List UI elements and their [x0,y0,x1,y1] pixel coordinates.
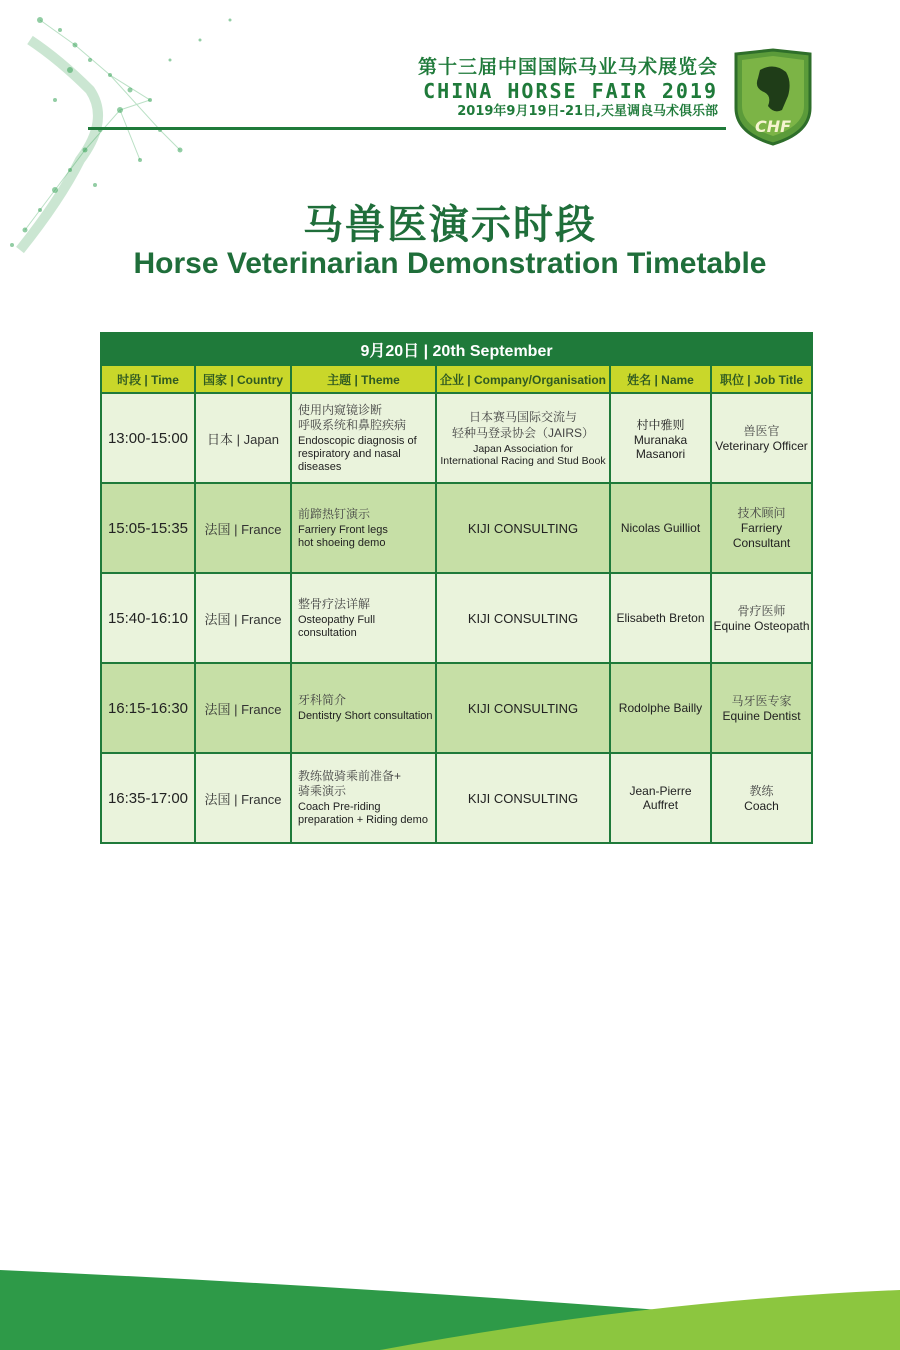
job-title-cn: 兽医官 [743,423,780,438]
theme-en: Coach Pre-riding preparation + Riding demo [298,801,428,826]
table-row [101,393,812,483]
job-title-cn: 教练 [749,783,774,798]
column-header-company: 企业 | Company/Organisation [436,365,610,393]
job-title-en: Equine Dentist [722,708,801,723]
job-title-cn: 马牙医专家 [731,693,792,708]
country-cell: 日本 | Japan [195,393,291,483]
company-cell [436,393,610,483]
column-header-theme: 主题 | Theme [291,365,436,393]
header-divider [88,127,726,130]
table-row [101,663,812,753]
company-en: Japan Association for International Racing and Stud Book [440,443,606,467]
theme-cell [291,753,436,843]
theme-en: Farriery Front legs hot shoeing demo [298,523,388,549]
table-row [101,483,812,573]
country-cell: 法国 | France [195,753,291,843]
job-title-cell [711,663,812,753]
event-date-venue: 2019年9月19日-21日,天星调良马术俱乐部 [457,104,718,119]
country-cell: 法国 | France [195,483,291,573]
time-cell: 13:00-15:00 [101,393,195,483]
theme-cell [291,393,436,483]
job-title-cell [711,393,812,483]
job-title-cell [711,483,812,573]
name-cell: Rodolphe Bailly [610,663,711,753]
company-cell: KIJI CONSULTING [436,663,610,753]
name-cell: Jean-Pierre Auffret [610,753,711,843]
theme-en: Endoscopic diagnosis of respiratory and nasal diseases [298,434,417,473]
timetable [100,332,813,844]
job-title-cn: 技术顾问 [737,506,786,520]
country-cell: 法国 | France [195,573,291,663]
date-header-row [101,333,812,365]
footer-green-band [0,1270,900,1350]
page-title-en: Horse Veterinarian Demonstration Timetable [133,247,767,280]
event-title-cn: 第十三届中国国际马业马术展览会 [417,56,718,78]
company-cell: KIJI CONSULTING [436,753,610,843]
job-title-cn: 骨疗医师 [737,603,786,618]
name-cell: Elisabeth Breton [610,573,711,663]
job-title-cell [711,753,812,843]
job-title-en: Equine Osteopath [713,618,810,633]
time-cell: 16:15-16:30 [101,663,195,753]
theme-en: Osteopathy Full consultation [298,613,376,639]
theme-en: Dentistry Short consultation [298,710,433,722]
horse-head-shield-logo-icon [732,48,814,146]
country-cell: 法国 | France [195,663,291,753]
theme-cell [291,663,436,753]
theme-cn: 整骨疗法详解 [298,596,371,611]
company-cell: KIJI CONSULTING [436,573,610,663]
company-cell: KIJI CONSULTING [436,483,610,573]
company-cn: 日本赛马国际交流与 轻种马登录协会（JAIRS） [451,410,594,440]
job-title-en: Farriery Consultant [732,521,791,550]
column-header-row [101,365,812,393]
column-header-country: 国家 | Country [195,365,291,393]
job-title-en: Veterinary Officer [715,438,808,453]
job-title-en: Coach [744,798,779,813]
column-header-name: 姓名 | Name [610,365,711,393]
table-row [101,753,812,843]
theme-cn: 教练做骑乘前准备+ 骑乘演示 [298,769,402,798]
logo-text: CHF [754,117,792,136]
job-title-cell [711,573,812,663]
time-cell: 15:40-16:10 [101,573,195,663]
event-title-en: CHINA HORSE FAIR 2019 [423,79,718,103]
table-row [101,573,812,663]
column-header-job-title: 职位 | Job Title [711,365,812,393]
theme-cell [291,483,436,573]
theme-cn: 前蹄热钉演示 [298,506,371,521]
time-cell: 15:05-15:35 [101,483,195,573]
page-title-cn: 马兽医演示时段 [303,202,597,248]
theme-cell [291,573,436,663]
column-header-time: 时段 | Time [101,365,195,393]
name-cell: 村中雅则 Muranaka Masanori [610,393,711,483]
theme-cn: 使用内窥镜诊断 呼吸系统和鼻腔疾病 [298,402,407,432]
time-cell: 16:35-17:00 [101,753,195,843]
name-cell: Nicolas Guilliot [610,483,711,573]
theme-cn: 牙科简介 [298,693,347,707]
date-header: 9月20日 | 20th September [101,333,812,365]
event-header [418,55,718,121]
